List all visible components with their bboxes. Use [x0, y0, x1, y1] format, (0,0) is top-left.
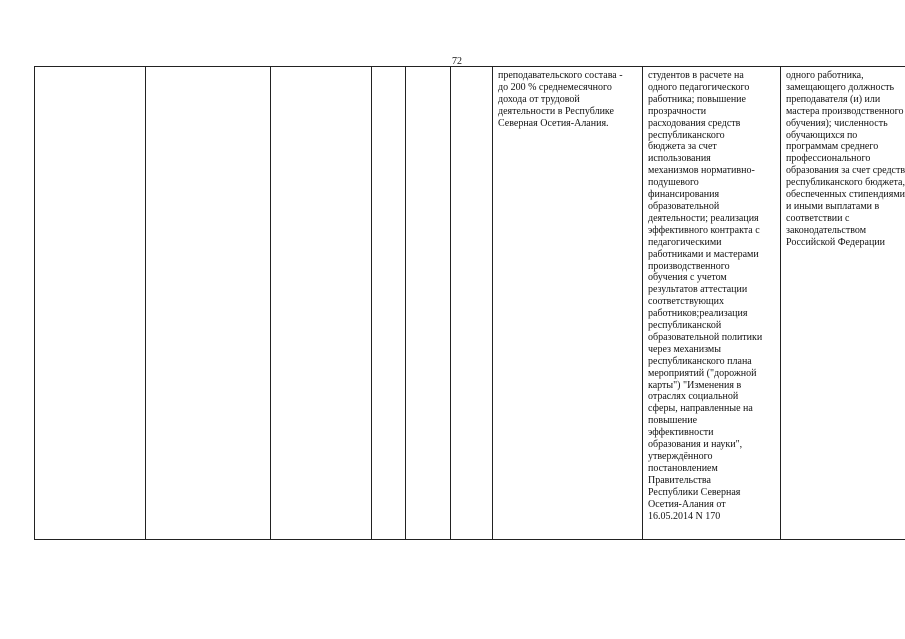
table-cell-8	[643, 67, 781, 540]
page-number: 72	[452, 56, 462, 67]
table-cell-6	[451, 67, 493, 540]
cell-8-text: студентов в расчете на одного педагогического работника; повышение прозрачности расходования средств республиканского бюджета за счет использования механизмов нормативно- подушевого финансирования образовательной деятельности; реализация эффективного контракта с педагогическими работниками и мастерами производственного обучения с учетом результатов аттестации соответствующих работников;реализация республиканской образовательной политики через механизмы республиканского плана мероприятий ("дорожной карты") "Изменения в отраслях социальной сферы, направленные на повышение эффективности образования и науки", утверждённого постановлением Правительства Республики Северная Осетия-Алания от 16.05.2014 N 170	[648, 70, 763, 522]
cell-7-text: преподавательского состава - до 200 % среднемесячного дохода от трудовой деятельности в Республике Северная Осетия-Алания.	[498, 70, 623, 129]
table-cell-2	[146, 67, 271, 540]
table-row	[35, 67, 905, 540]
table-cell-7	[493, 67, 643, 540]
table-cell-1	[35, 67, 146, 540]
table-cell-3	[271, 67, 372, 540]
table-cell-9	[781, 67, 905, 540]
program-table	[34, 66, 905, 540]
table-cell-4	[372, 67, 406, 540]
cell-9-text: одного работника, замещающего должность преподавателя (и) или мастера производственного обучения); численность обучающихся по программам среднего профессионального образования за счет средств республиканского бюджета, обеспеченных стипендиями и иными выплатами в соответствии с законодательством Российской Федерации	[786, 70, 905, 248]
table-cell-5	[406, 67, 451, 540]
